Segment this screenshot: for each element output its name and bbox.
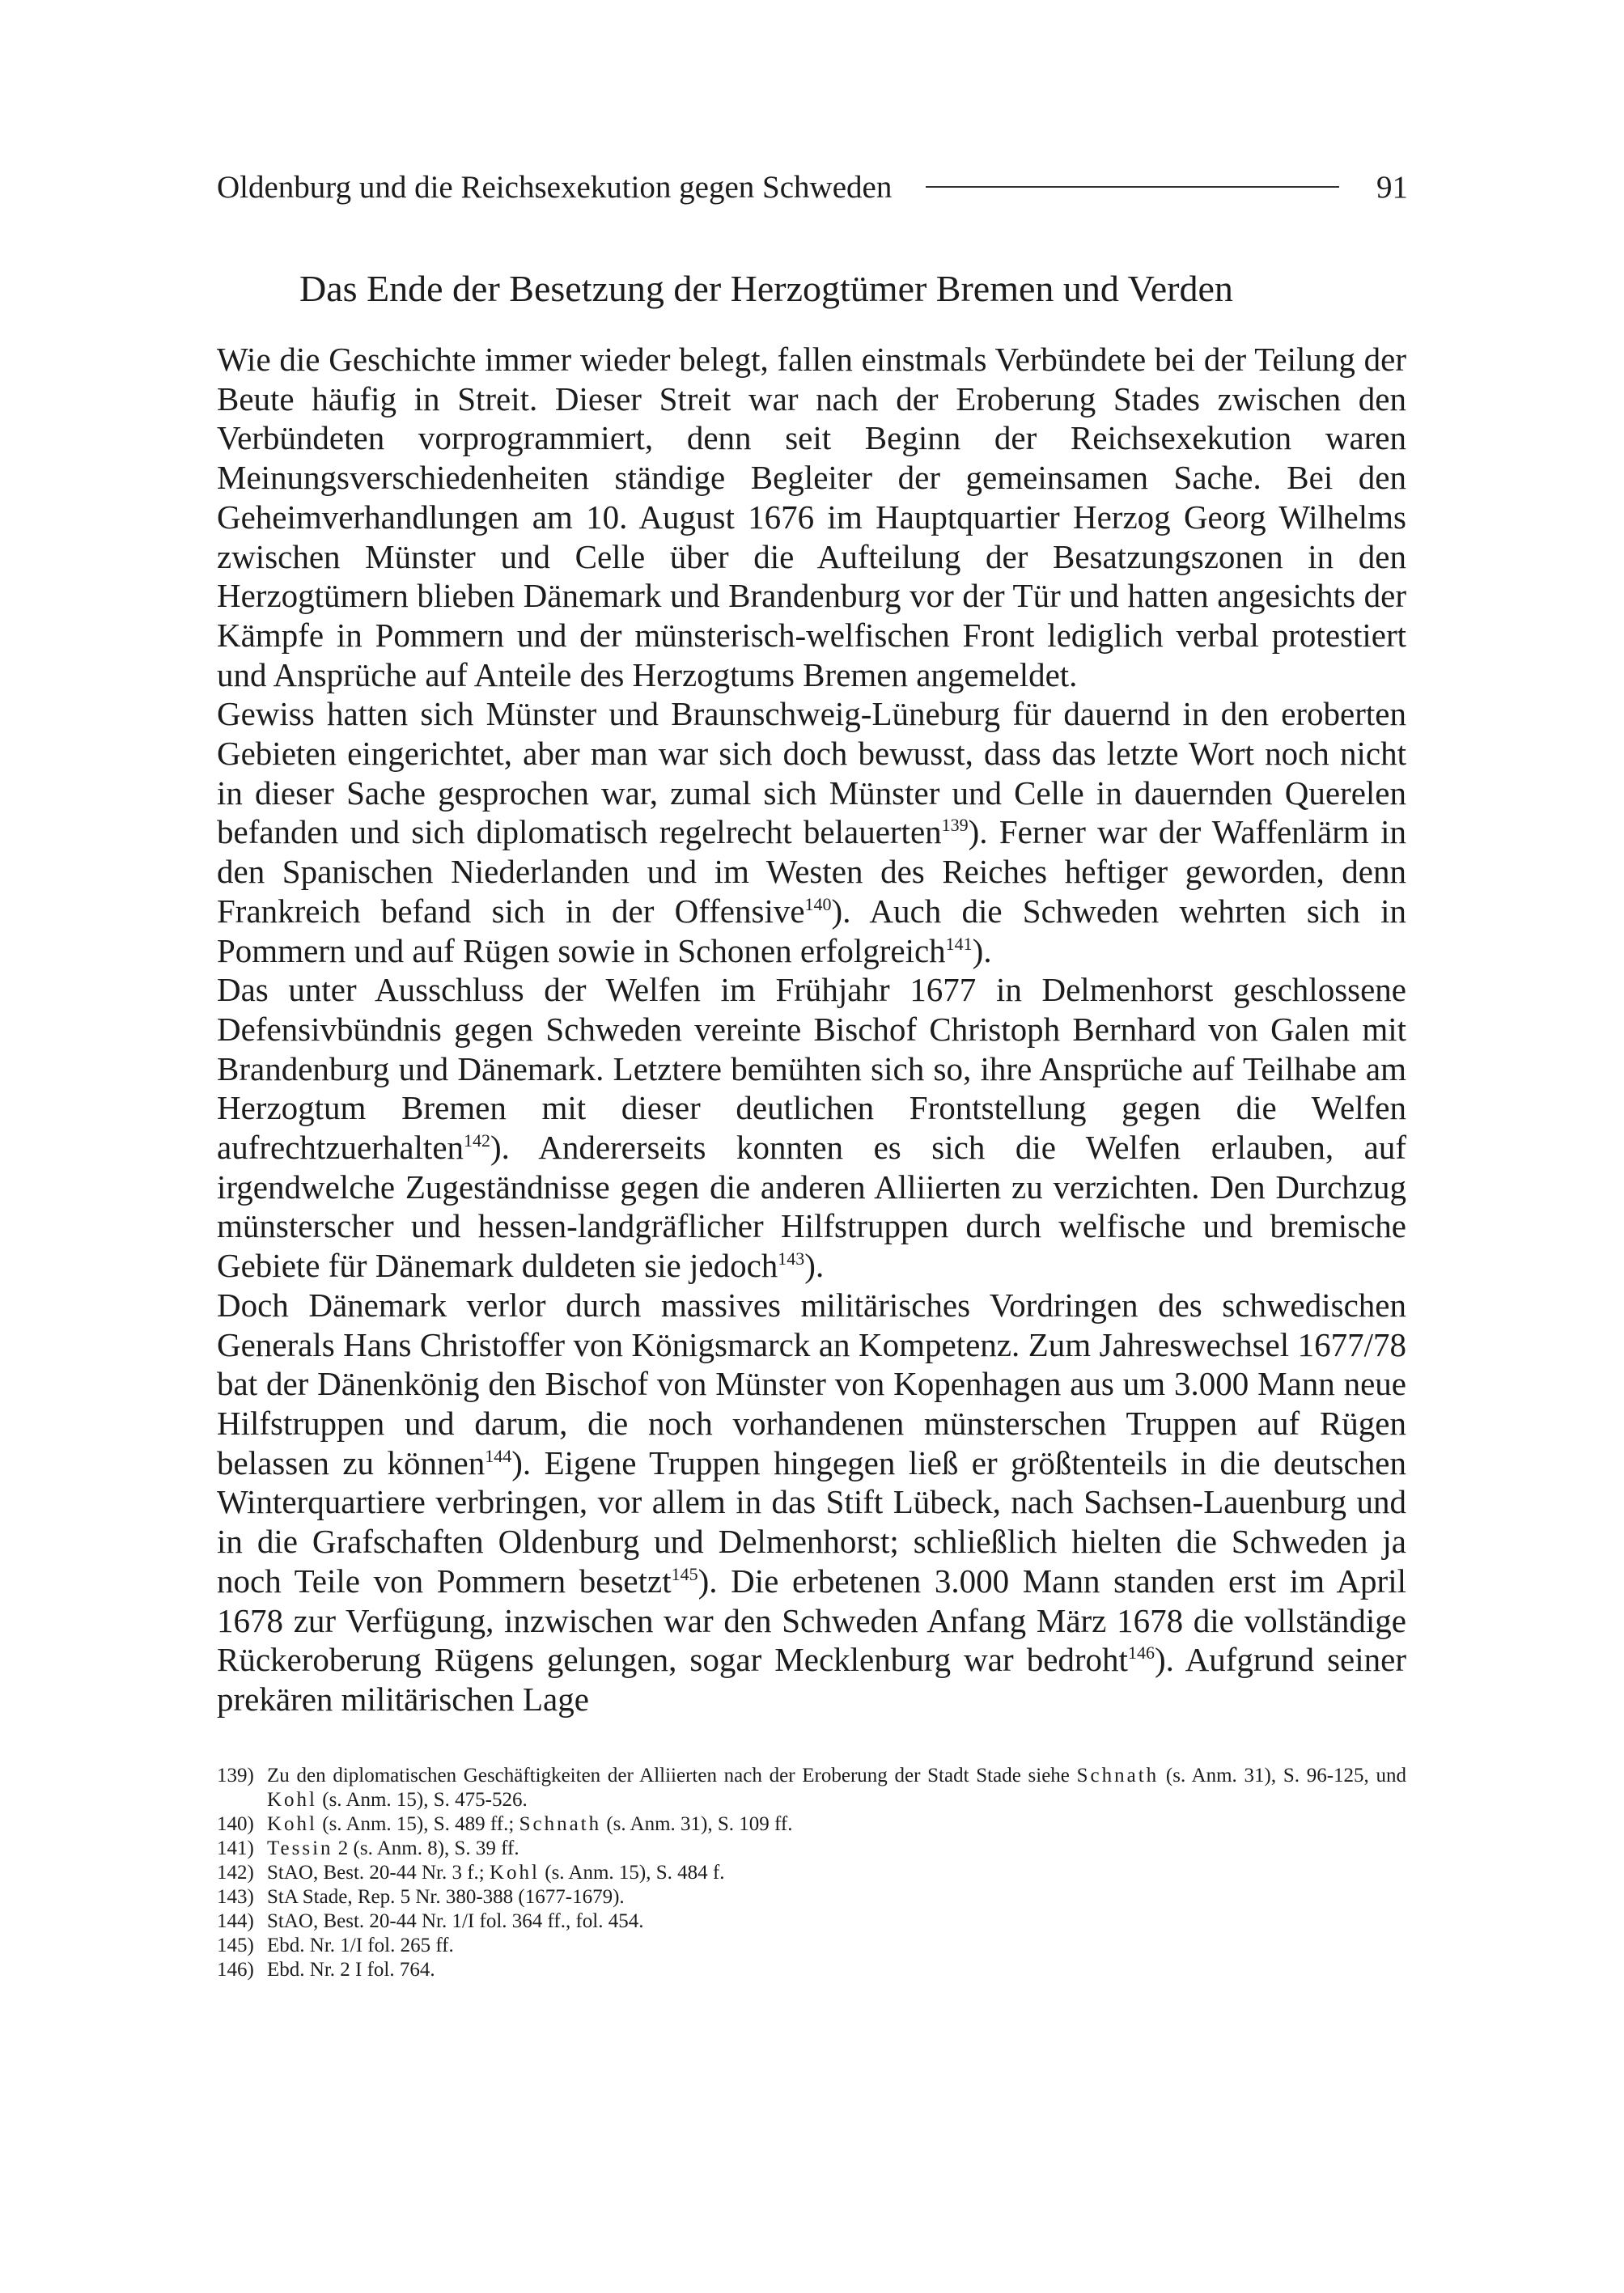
author-name: Schnath (519, 1813, 602, 1835)
footnote (217, 1958, 1406, 1982)
footnote-label: 145) (217, 1935, 254, 1956)
footnote-part: 2 (s. Anm. 8), S. 39 ff. (333, 1837, 519, 1859)
body-paragraph (217, 340, 1406, 694)
footnote-label: 140) (217, 1813, 254, 1835)
paragraph-text: ). Auch die Schweden wehrten sich in Pommern und auf Rügen sowie in Schonen erfolgreich (217, 892, 1406, 969)
footnote-label: 144) (217, 1910, 254, 1932)
paragraph-text: ). (972, 931, 992, 969)
paragraph-text: Gewiss hatten sich Münster und Braunschweig-Lüneburg für dauernd in den eroberten Gebieten eingerichtet, aber man war sich doch bewusst, dass das letzte Wort noch nicht in dieser Sache gesprochen war, zumal sich Münster und Celle in dauernden Querelen befanden und sich diplomatisch regelrecht belauerten (217, 695, 1406, 851)
footnote-text (267, 1861, 1406, 1885)
footnote-label: 139) (217, 1765, 254, 1787)
footnote-part: (s. Anm. 31), S. 96-125, und (1159, 1765, 1407, 1787)
section-heading: Das Ende der Besetzung der Herzogtümer Bremen und Verden (299, 268, 1233, 309)
footnote-part: (s. Anm. 15), S. 484 f. (540, 1862, 725, 1884)
footnote-part: StA Stade, Rep. 5 Nr. 380-388 (1677-1679). (267, 1886, 625, 1908)
footnote-part: StAO, Best. 20-44 Nr. 3 f.; (267, 1862, 490, 1884)
footnote-marker: 144 (485, 1445, 512, 1466)
footnote-marker: 140 (804, 893, 832, 914)
paragraph-text: ). Die erbetenen 3.000 Mann standen erst im April 1678 zur Verfügung, inzwischen war den Schweden Anfang März 1678 die vollständige Rückeroberung Rügens gelungen, sogar Mecklenburg war bedroht (217, 1562, 1406, 1679)
paragraph-text: ). Eigene Truppen hingegen ließ er größtenteils in die deutschen Winterquartiere verbringen, vor allem in das Stift Lübeck, nach Sachsen-Lauenburg und in die Grafschaften Oldenburg und Delmenhorst; schließlich hielten die Schweden ja noch Teile von Pommern besetzt (217, 1443, 1406, 1600)
body-paragraph (217, 694, 1406, 970)
footnote-marker: 145 (671, 1563, 698, 1584)
footnote-text (267, 1837, 1406, 1861)
header-rule (926, 186, 1339, 188)
author-name: Schnath (1076, 1765, 1160, 1787)
author-name: Kohl (267, 1789, 317, 1811)
body-paragraph (217, 970, 1406, 1286)
footnote-part: Zu den diplomatischen Geschäftigkeiten der Alliierten nach der Eroberung der Stadt Stade siehe (267, 1765, 1077, 1787)
footnote (217, 1885, 1406, 1909)
footnote (217, 1764, 1406, 1812)
paragraph-text: Wie die Geschichte immer wieder belegt, fallen einstmals Verbündete bei der Teilung der Beute häufig in Streit. Dieser Streit war nach der Eroberung Stades zwischen den Verbündeten vorprogrammiert, denn seit Beginn der Reichsexekution waren Meinungsverschiedenheiten ständige Begleiter der gemeinsamen Sache. Bei den Geheimverhandlungen am 10. August 1676 im Hauptquartier Herzog Georg Wilhelms zwischen Münster und Celle über die Aufteilung der Besatzungszonen in den Herzogtümern blieben Dänemark und Brandenburg vor der Tür und hatten angesichts der Kämpfe in Pommern und der münsterisch-welfischen Front lediglich verbal protestiert und Ansprüche auf Anteile des Herzogtums Bremen angemeldet. (217, 341, 1406, 693)
page-number: 91 (1376, 169, 1408, 205)
footnote-label: 143) (217, 1886, 254, 1908)
paragraph-text: ). Ferner war der Waffenlärm in den Spanischen Niederlanden und im Westen des Reiches heftiger geworden, denn Frankreich befand sich in der Offensive (217, 813, 1406, 930)
footnote-text (267, 1934, 1406, 1958)
paragraph-text: ). (804, 1247, 825, 1285)
footnote-text (267, 1764, 1406, 1812)
footnote-label: 146) (217, 1959, 254, 1981)
footnote-marker: 141 (945, 933, 973, 954)
footnote-marker: 143 (778, 1248, 805, 1269)
footnote-marker: 142 (464, 1130, 491, 1151)
footnote-text (267, 1812, 1406, 1837)
footnote (217, 1909, 1406, 1934)
running-title: Oldenburg und die Reichsexekution gegen Schweden (217, 169, 893, 205)
footnote (217, 1861, 1406, 1885)
footnote (217, 1837, 1406, 1861)
footnote-label: 141) (217, 1837, 254, 1859)
paragraph-text: ). Andererseits konnten es sich die Welfen erlauben, auf irgendwelche Zugeständnisse gegen die anderen Alliierten zu verzichten. Den Durchzug münsterscher und hessen-landgräflicher Hilfstruppen durch welfische und bremische Gebiete für Dänemark duldeten sie jedoch (217, 1129, 1406, 1285)
footnote (217, 1812, 1406, 1837)
footnote-part: StAO, Best. 20-44 Nr. 1/I fol. 364 ff., fol. 454. (267, 1910, 644, 1932)
footnote-part: Ebd. Nr. 1/I fol. 265 ff. (267, 1935, 454, 1956)
footnote-part: (s. Anm. 31), S. 109 ff. (601, 1813, 793, 1835)
main-text (217, 340, 1406, 1719)
footnote-part: (s. Anm. 15), S. 489 ff.; (317, 1813, 519, 1835)
footnote-text (267, 1909, 1406, 1934)
footnote-label: 142) (217, 1862, 254, 1884)
body-paragraph (217, 1286, 1406, 1719)
author-name: Kohl (267, 1813, 317, 1835)
page-header (217, 162, 1408, 212)
paragraph-text: Doch Dänemark verlor durch massives militärisches Vordringen des schwedischen Generals Hans Christoffer von Königsmarck an Kompetenz. Zum Jahreswechsel 1677/78 bat der Dänenkönig den Bischof von Münster von Kopenhagen aus um 3.000 Mann neue Hilfstruppen und darum, die noch vorhandenen münsterschen Truppen auf Rügen belassen zu können (217, 1286, 1406, 1481)
footnote-part: Ebd. Nr. 2 I fol. 764. (267, 1959, 435, 1981)
author-name: Tessin (267, 1837, 333, 1859)
footnote-marker: 146 (1127, 1642, 1155, 1664)
footnote-text (267, 1885, 1406, 1909)
footnote-marker: 139 (941, 815, 969, 836)
footnote (217, 1934, 1406, 1958)
footnotes (217, 1764, 1406, 1982)
author-name: Kohl (490, 1862, 540, 1884)
footnote-text (267, 1958, 1406, 1982)
paragraph-text: ). Aufgrund seiner prekären militärischen Lage (217, 1641, 1406, 1718)
paragraph-text: Das unter Ausschluss der Welfen im Frühjahr 1677 in Delmenhorst geschlossene Defensivbündnis gegen Schweden vereinte Bischof Christoph Bernhard von Galen mit Brandenburg und Dänemark. Letztere bemühten sich so, ihre Ansprüche auf Teilhabe am Herzogtum Bremen mit dieser deutlichen Frontstellung gegen die Welfen aufrechtzuerhalten (217, 971, 1406, 1167)
footnote-part: (s. Anm. 15), S. 475-526. (317, 1789, 528, 1811)
